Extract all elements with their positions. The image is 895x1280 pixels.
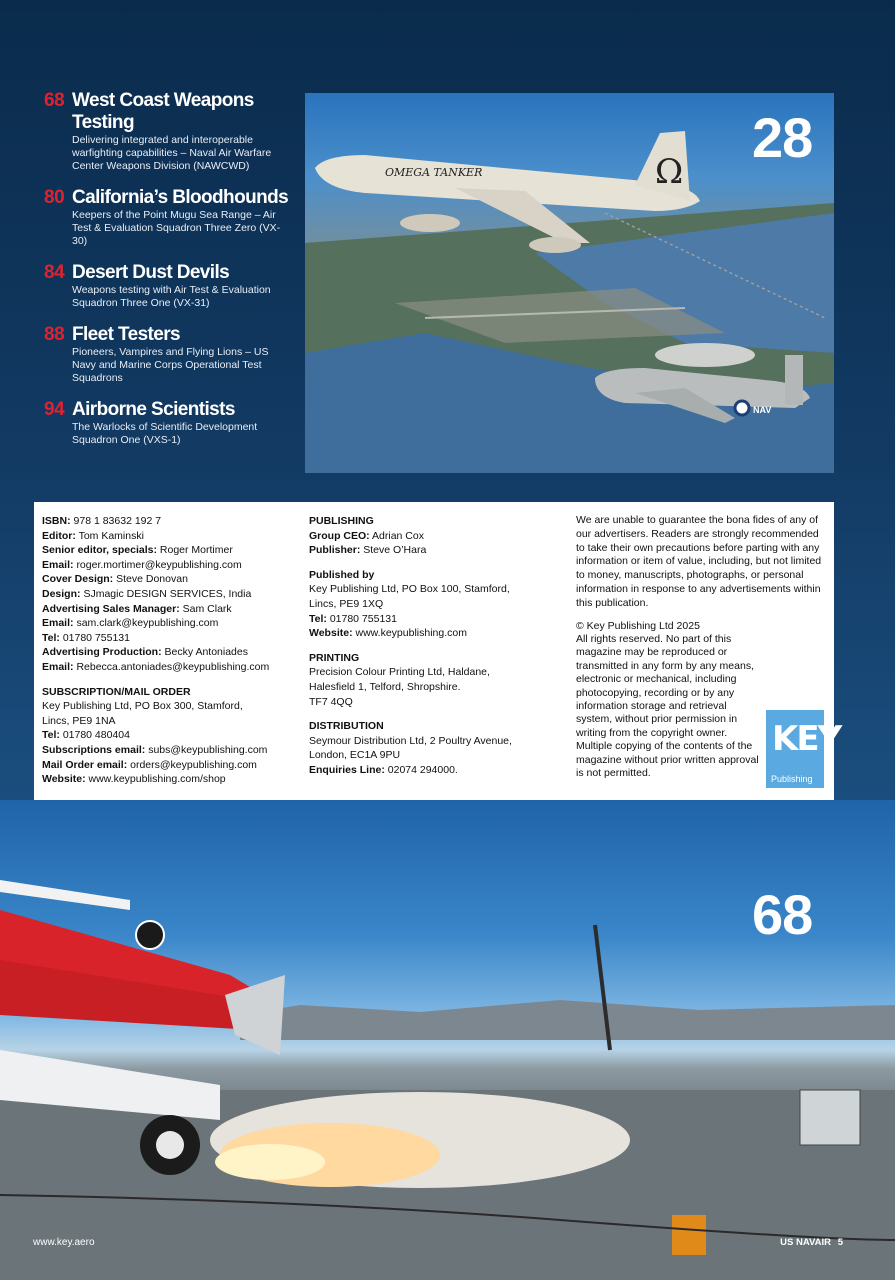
credit-label: Tel: xyxy=(309,612,327,625)
credit-label: Email: xyxy=(42,660,74,673)
credit-value[interactable]: sam.clark@keypublishing.com xyxy=(76,617,219,630)
credit-label: Senior editor, specials: xyxy=(42,544,157,557)
publishing-heading: PUBLISHING xyxy=(309,515,374,527)
credit-value: Adrian Cox xyxy=(372,529,424,542)
credit-label: Design: xyxy=(42,587,81,600)
contents-title-text: West Coast Weapons Testing xyxy=(72,90,254,133)
footer-website[interactable]: www.key.aero xyxy=(33,1237,95,1248)
distribution-heading: DISTRIBUTION xyxy=(309,720,384,733)
tanker-engine xyxy=(529,237,581,253)
mountains-shape xyxy=(240,1000,895,1040)
credits-column-publishing xyxy=(309,514,559,778)
feature-photo-drone-launch[interactable] xyxy=(0,800,895,1280)
contents-item[interactable] xyxy=(44,262,294,310)
credit-line xyxy=(309,626,559,641)
contents-page-number: 80 xyxy=(44,187,65,208)
credit-value: Becky Antoniades xyxy=(164,646,248,659)
key-logo-subtext: Publishing xyxy=(771,774,813,784)
credit-label: Advertising Production: xyxy=(42,646,162,659)
subscription-address-line: Key Publishing Ltd, PO Box 300, Stamford, xyxy=(42,700,243,713)
exhaust-core xyxy=(215,1144,325,1180)
credit-line xyxy=(309,543,559,558)
equipment-box xyxy=(800,1090,860,1145)
credit-value: 01780 755131 xyxy=(329,612,397,625)
contents-title xyxy=(72,90,294,134)
contents-description: Keepers of the Point Mugu Sea Range – Air Test & Evaluation Squadron Three Zero (VX-30) xyxy=(72,209,281,247)
credit-line xyxy=(309,763,559,778)
contents-page-number: 68 xyxy=(44,90,65,111)
photo-page-number: 68 xyxy=(752,883,813,946)
subscription-heading: SUBSCRIPTION/MAIL ORDER xyxy=(42,685,191,698)
credit-value[interactable]: roger.mortimer@keypublishing.com xyxy=(76,558,242,571)
credit-line xyxy=(309,612,559,627)
credit-line xyxy=(42,758,304,773)
published-by-address-line: Lincs, PE9 1XQ xyxy=(309,597,384,610)
contents-description: Delivering integrated and interoperable warfighting capabilities – Naval Air Warfare Center Weapons Division (NAWCWD) xyxy=(72,134,272,172)
credit-label: Tel: xyxy=(42,729,60,742)
printing-address-line: Precision Colour Printing Ltd, Haldane, xyxy=(309,666,490,679)
credit-line xyxy=(42,631,304,646)
credit-line xyxy=(42,558,304,573)
credit-line xyxy=(42,660,304,675)
credit-label: Email: xyxy=(42,617,74,630)
distribution-address-line: London, EC1A 9PU xyxy=(309,749,401,762)
credit-label: Enquiries Line: xyxy=(309,763,385,776)
credit-line xyxy=(42,616,304,631)
credit-line xyxy=(42,529,304,544)
subscription-address-line: Lincs, PE9 1NA xyxy=(42,714,116,727)
credit-value[interactable]: subs@keypublishing.com xyxy=(148,743,268,756)
credit-value: Roger Mortimer xyxy=(159,544,233,557)
launcher-rail xyxy=(0,880,130,910)
credits-column-staff xyxy=(42,514,304,787)
credit-value[interactable]: orders@keypublishing.com xyxy=(130,758,257,771)
squadron-emblem-icon xyxy=(136,921,164,949)
credit-value: 01780 755131 xyxy=(62,631,130,644)
credit-label: Website: xyxy=(309,627,353,640)
copyright-text: All rights reserved. No part of this magazine may be reproduced or transmitted in any form by any means, electronic or mechanical, including photocopying, recording or by any information storage and retrieval system, without prior permission in writing from the copyright owner. Multiple copying of the contents of the magazine without prior written approval is not permitted. xyxy=(576,632,759,780)
credit-line xyxy=(42,572,304,587)
credit-label: Group CEO: xyxy=(309,529,370,542)
credit-value: 01780 480404 xyxy=(62,729,130,742)
omega-tail-logo: Ω xyxy=(655,152,684,192)
drone-launch-illustration xyxy=(0,800,895,1280)
published-by-address-line: Key Publishing Ltd, PO Box 100, Stamford, xyxy=(309,583,510,596)
credit-value[interactable]: Rebecca.antoniades@keypublishing.com xyxy=(76,660,270,673)
credit-label: Subscriptions email: xyxy=(42,743,146,756)
feature-photo-aircraft[interactable] xyxy=(305,93,834,473)
key-logo-text: KEY xyxy=(772,719,841,759)
contents-item[interactable] xyxy=(44,187,294,248)
published-by-heading: Published by xyxy=(309,568,375,581)
credit-line xyxy=(42,772,304,787)
hawkeye-tail-text: NAV xyxy=(753,405,772,415)
credit-label: Cover Design: xyxy=(42,573,114,586)
footer-section: US NAVAIR xyxy=(780,1237,831,1248)
printing-heading: PRINTING xyxy=(309,651,360,664)
copyright-line: © Key Publishing Ltd 2025 xyxy=(576,619,700,632)
credit-value: Steve O’Hara xyxy=(363,544,427,557)
credit-label: Advertising Sales Manager: xyxy=(42,602,180,615)
printing-address-line: TF7 4QQ xyxy=(309,695,353,708)
credit-line xyxy=(42,602,304,617)
distribution-address-line: Seymour Distribution Ltd, 2 Poultry Avenue, xyxy=(309,734,512,747)
tanker-livery-text: OMEGA TANKER xyxy=(385,166,483,179)
contents-title: Desert Dust Devils xyxy=(72,262,230,283)
footer-page-number: 5 xyxy=(837,1237,843,1248)
credit-label: Tel: xyxy=(42,631,60,644)
credits-panel xyxy=(34,502,841,802)
contents-page-number: 88 xyxy=(44,324,65,345)
credit-value: Steve Donovan xyxy=(116,573,188,586)
credit-value[interactable]: www.keypublishing.com/shop xyxy=(88,773,226,786)
contents-item[interactable] xyxy=(44,399,294,447)
credit-line xyxy=(309,529,559,544)
contents-page-number: 84 xyxy=(44,262,65,283)
launcher-hub xyxy=(156,1131,184,1159)
contents-page-number: 94 xyxy=(44,399,65,420)
credit-line xyxy=(42,587,304,602)
credit-label: Publisher: xyxy=(309,544,361,557)
tanker-engine xyxy=(400,214,460,232)
credit-value[interactable]: www.keypublishing.com xyxy=(355,627,467,640)
contents-description: Weapons testing with Air Test & Evaluation Squadron Three One (VX-31) xyxy=(72,284,271,309)
credit-line xyxy=(42,645,304,660)
contents-title: Airborne Scientists xyxy=(72,399,235,420)
credit-label: Mail Order email: xyxy=(42,758,128,771)
credit-label: Website: xyxy=(42,773,86,786)
credit-line xyxy=(42,728,304,743)
credit-line xyxy=(42,543,304,558)
contents-item[interactable] xyxy=(44,324,294,385)
contents-item[interactable] xyxy=(44,90,294,173)
credit-line xyxy=(42,514,304,529)
roundel-icon xyxy=(735,401,749,415)
credit-value: 978 1 83632 192 7 xyxy=(73,515,162,527)
contents-title: Fleet Testers xyxy=(72,324,181,345)
radar-dome xyxy=(655,343,755,367)
credit-line xyxy=(42,743,304,758)
contents-description: The Warlocks of Scientific Development Squadron One (VXS-1) xyxy=(72,421,258,446)
contents-title: California’s Bloodhounds xyxy=(72,187,289,208)
advertiser-disclaimer: We are unable to guarantee the bona fides of any of our advertisers. Readers are strongly recommended to take their own precautions before parting with any information or item of value, including, but not limited to money, manuscripts, photographs, or personal information in response to any advertisements within this publication. xyxy=(576,514,822,609)
photo-page-number: 28 xyxy=(752,106,813,169)
credit-label: Editor: xyxy=(42,529,76,542)
credit-label: Email: xyxy=(42,558,74,571)
hawkeye-tail xyxy=(785,355,803,405)
key-publishing-logo xyxy=(766,710,841,788)
printing-address-line: Halesfield 1, Telford, Shropshire. xyxy=(309,680,461,693)
contents-list xyxy=(44,90,294,461)
credit-value: Sam Clark xyxy=(182,602,232,615)
credit-value: Tom Kaminski xyxy=(78,529,144,542)
credit-value: 02074 294000. xyxy=(387,763,458,776)
contents-description: Pioneers, Vampires and Flying Lions – US Navy and Marine Corps Operational Test Squadrons xyxy=(72,346,269,384)
camera-case xyxy=(672,1215,706,1255)
credit-label: ISBN: xyxy=(42,515,71,527)
credit-value: SJmagic DESIGN SERVICES, India xyxy=(83,587,252,600)
